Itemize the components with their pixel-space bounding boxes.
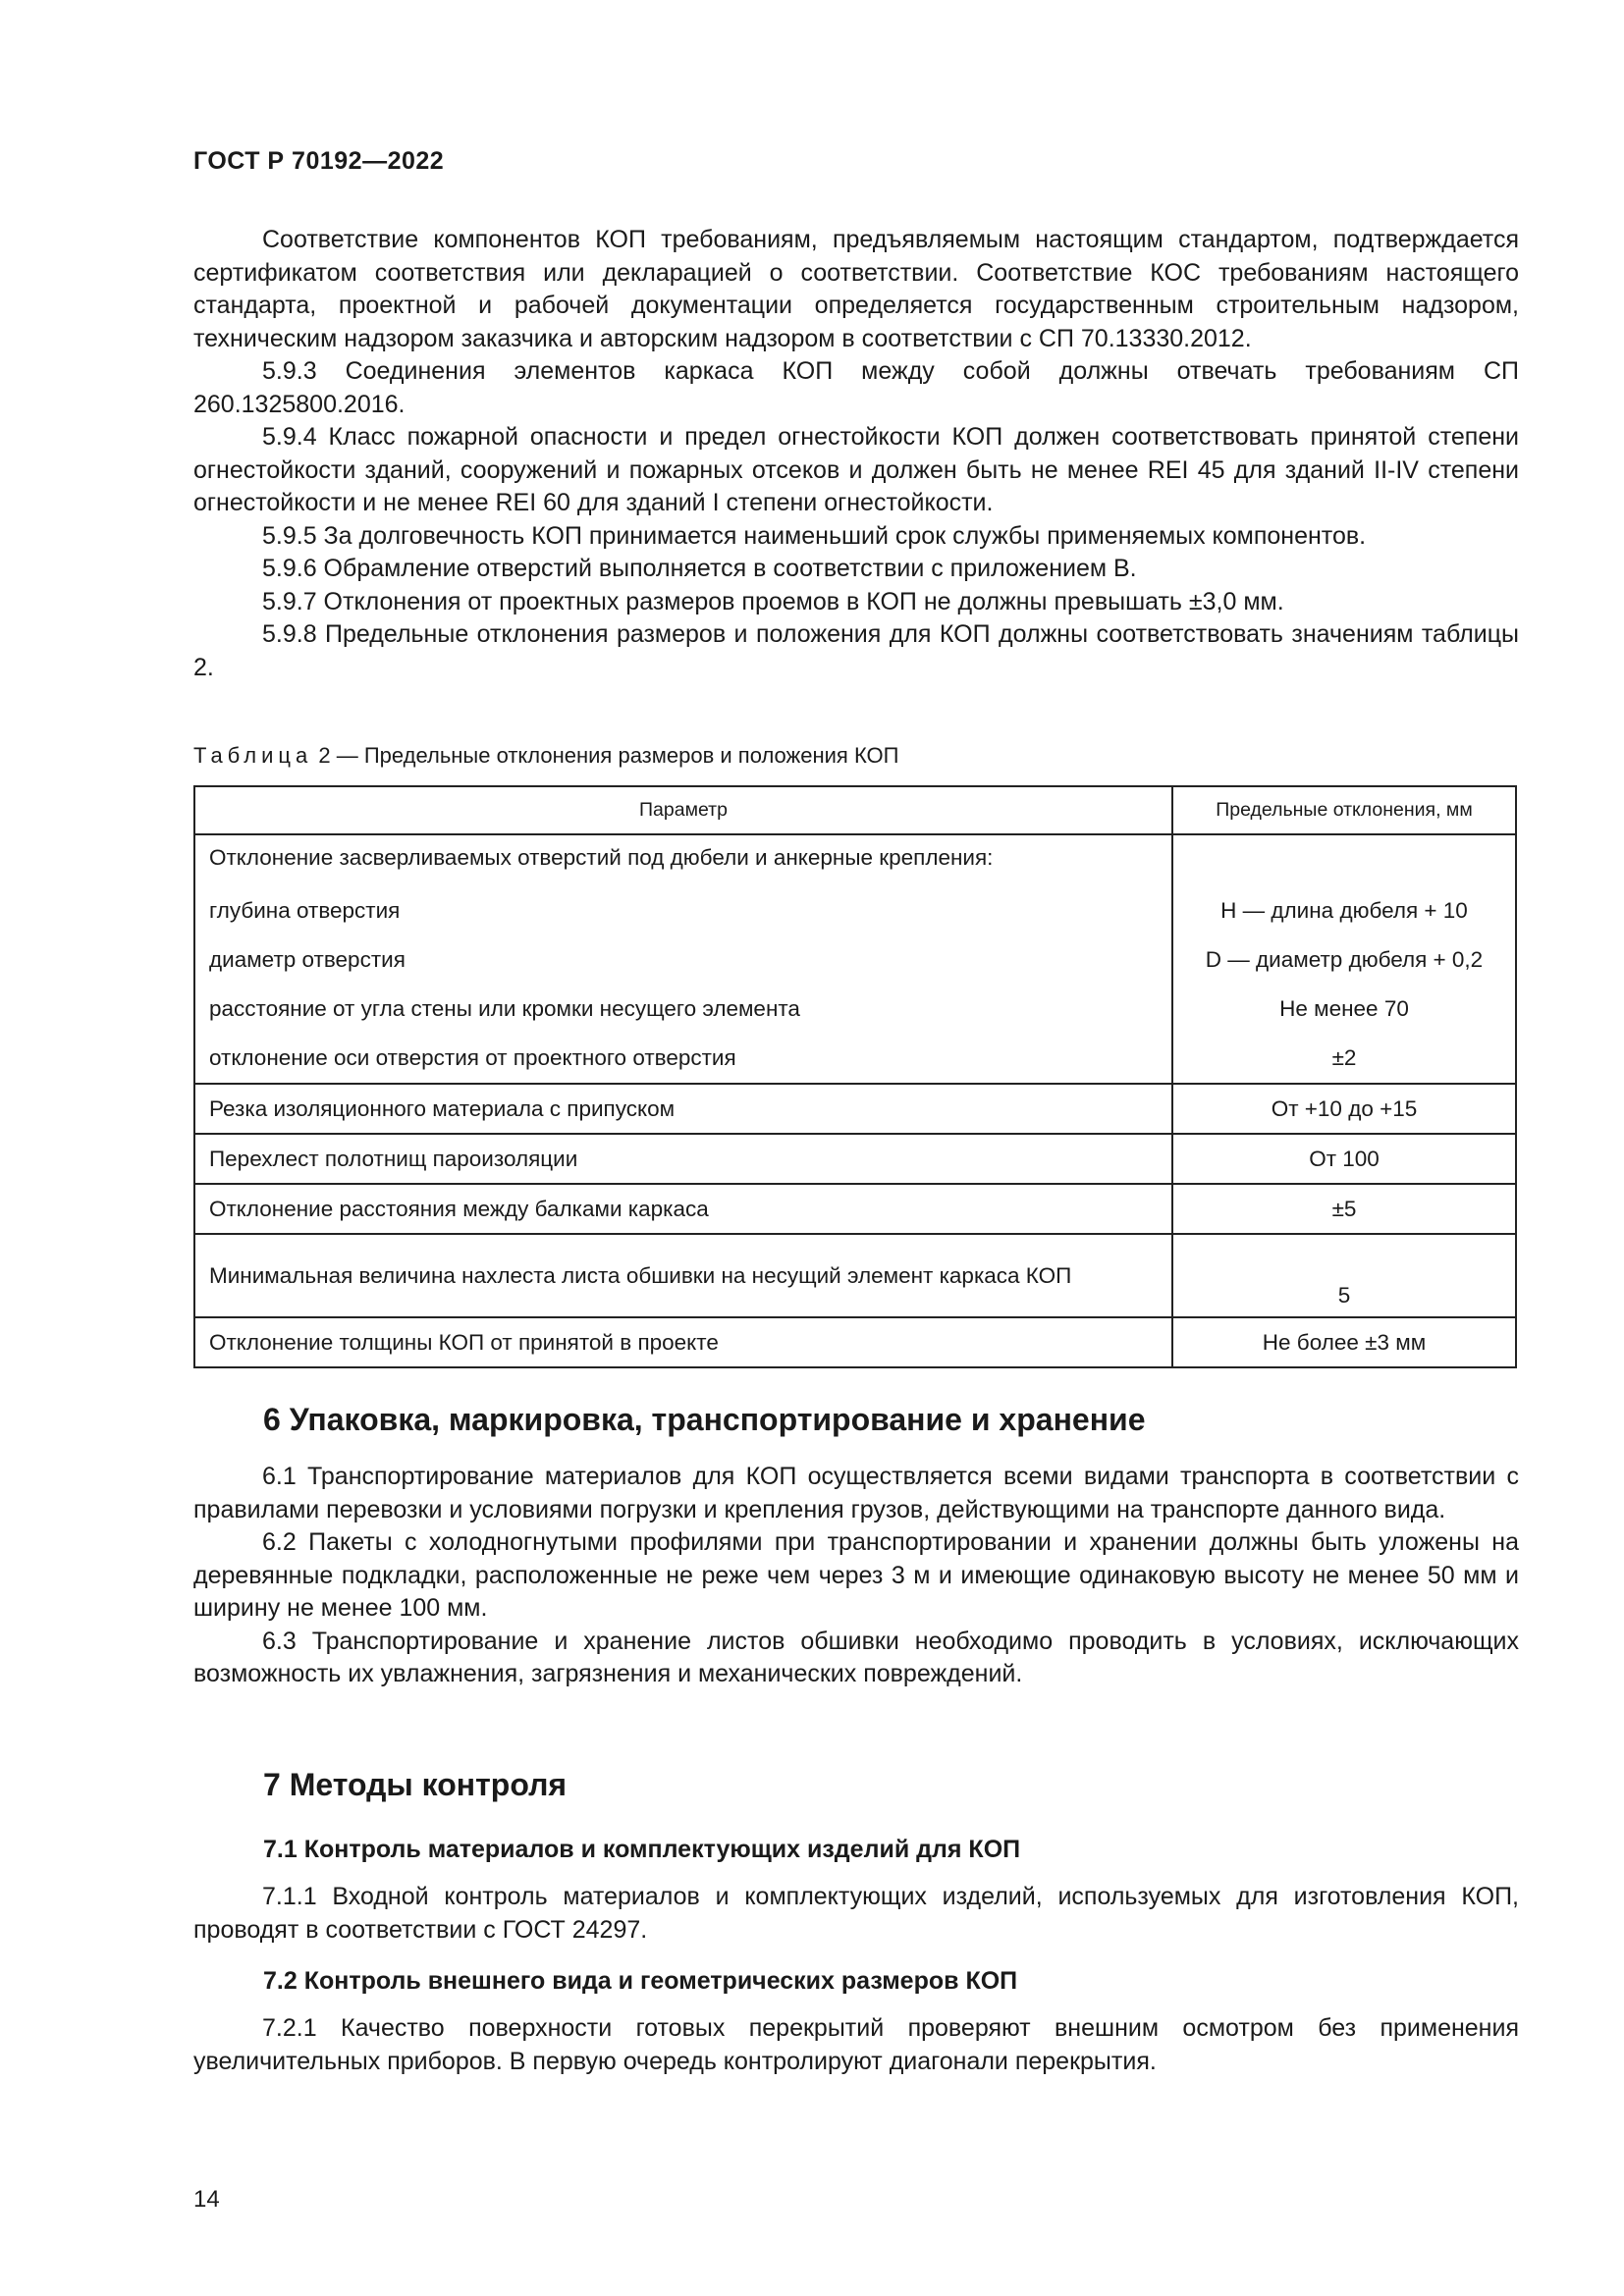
table-caption-text: 2 — Предельные отклонения размеров и положения КОП (312, 743, 899, 768)
paragraph-6-1: 6.1 Транспортирование материалов для КОП осуществляется всеми видами транспорта в соответствии с правилами перевозки и условиями погрузки и крепления грузов, действующими на транспорте данного вида. (193, 1463, 1519, 1523)
row-param: Отклонение толщины КОП от принятой в проекте (194, 1317, 1172, 1367)
table-row (194, 1234, 1516, 1317)
table-row (194, 1317, 1516, 1367)
intro-text (193, 224, 1519, 684)
table-row-group (194, 834, 1516, 1084)
group-item-param: расстояние от угла стены или кромки несущего элемента (209, 996, 800, 1021)
section-6-text (193, 1461, 1519, 1691)
group-item-param: диаметр отверстия (209, 947, 406, 972)
deviations-table (193, 785, 1517, 1368)
row-value: От +10 до +15 (1172, 1084, 1516, 1134)
table-row (194, 1084, 1516, 1134)
paragraph-5-9-7: 5.9.7 Отклонения от проектных размеров проемов в КОП не должны превышать ±3,0 мм. (262, 587, 1284, 615)
header-parameter: Параметр (194, 786, 1172, 834)
row-param: Перехлест полотнищ пароизоляции (194, 1134, 1172, 1184)
group-title-value-empty (1173, 835, 1515, 886)
group-item-value: D — диаметр дюбеля + 0,2 (1205, 947, 1484, 972)
group-title: Отклонение засверливаемых отверстий под дюбели и анкерные крепления: (209, 845, 994, 870)
row-value: ±5 (1172, 1184, 1516, 1234)
paragraph-5-9-5: 5.9.5 За долговечность КОП принимается наименьший срок службы применяемых компонентов. (262, 521, 1367, 550)
paragraph-7-2-1: 7.2.1 Качество поверхности готовых перекрытий проверяют внешним осмотром без применения увеличительных приборов. В первую очередь контролируют диагонали перекрытия. (193, 2014, 1519, 2075)
paragraph-7-1-1: 7.1.1 Входной контроль материалов и комплектующих изделий, используемых для изготовления КОП, проводят в соответствии с ГОСТ 24297. (193, 1883, 1519, 1944)
section-7-title: 7 Методы контроля (263, 1767, 568, 1802)
table-caption (193, 743, 898, 769)
row-value: 5 (1172, 1234, 1516, 1317)
group-value-cell (1172, 834, 1516, 1084)
group-item-param: глубина отверстия (209, 898, 401, 923)
group-item-value: H — длина дюбеля + 10 (1220, 898, 1468, 923)
table-header-row (194, 786, 1516, 834)
header-deviation: Предельные отклонения, мм (1172, 786, 1516, 834)
subsection-7-1-text (193, 1881, 1519, 1947)
paragraph-6-2: 6.2 Пакеты с холодногнутыми профилями при транспортировании и хранении должны быть уложены на деревянные подкладки, расположенные не реже чем через 3 м и имеющие одинаковую высоту не менее 50 мм и ширину не менее 100 мм. (193, 1528, 1519, 1622)
paragraph-6-3: 6.3 Транспортирование и хранение листов обшивки необходимо проводить в условиях, исключающих возможность их увлажнения, загрязнения и механических повреждений. (193, 1627, 1519, 1687)
document-code-header: ГОСТ Р 70192—2022 (193, 147, 445, 175)
paragraph-5-9-3: 5.9.3 Соединения элементов каркаса КОП между собой должны отвечать требованиям СП 260.1325800.2016. (193, 357, 1519, 418)
row-param: Резка изоляционного материала с припуском (194, 1084, 1172, 1134)
table-row (194, 1134, 1516, 1184)
subsection-7-2-text (193, 2012, 1519, 2078)
table-caption-word: Таблица (193, 743, 313, 768)
group-item-param: отклонение оси отверстия от проектного отверстия (209, 1045, 736, 1070)
group-param-cell (194, 834, 1172, 1084)
subsection-7-2-title: 7.2 Контроль внешнего вида и геометрических размеров КОП (263, 1967, 1018, 1995)
table-row (194, 1184, 1516, 1234)
page-number: 14 (193, 2186, 220, 2213)
paragraph-conformity: Соответствие компонентов КОП требованиям, предъявляемым настоящим стандартом, подтверждается сертификатом соответствия или декларацией о соответствии. Соответствие КОС требованиям настоящего стандарта, проектной и рабочей документации определяется государственным строительным надзором, техническим надзором заказчика и авторским надзором в соответствии с СП 70.13330.2012. (193, 226, 1519, 352)
paragraph-5-9-6: 5.9.6 Обрамление отверстий выполняется в соответствии с приложением В. (262, 555, 1137, 582)
paragraph-5-9-4: 5.9.4 Класс пожарной опасности и предел огнестойкости КОП должен соответствовать принятой степени огнестойкости зданий, сооружений и пожарных отсеков и должен быть не менее REI 45 для зданий II-IV степени огнестойкости и не менее REI 60 для зданий I степени огнестойкости. (193, 423, 1519, 516)
group-item-value: ±2 (1331, 1045, 1357, 1070)
group-item-value: Не менее 70 (1279, 996, 1409, 1021)
subsection-7-1-title: 7.1 Контроль материалов и комплектующих изделий для КОП (263, 1836, 1021, 1863)
row-param: Отклонение расстояния между балками каркаса (194, 1184, 1172, 1234)
paragraph-5-9-8: 5.9.8 Предельные отклонения размеров и положения для КОП должны соответствовать значениям таблицы 2. (193, 620, 1519, 681)
row-param: Минимальная величина нахлеста листа обшивки на несущий элемент каркаса КОП (194, 1234, 1172, 1317)
section-6-title: 6 Упаковка, маркировка, транспортирование и хранение (263, 1402, 1146, 1437)
row-value: Не более ±3 мм (1172, 1317, 1516, 1367)
row-value: От 100 (1172, 1134, 1516, 1184)
